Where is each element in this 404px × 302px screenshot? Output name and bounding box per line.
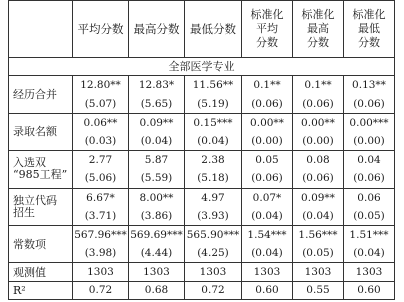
row-label: 常数项	[9, 226, 73, 263]
std-error-cell: (5.65)	[129, 96, 185, 114]
std-error-cell: (3.93)	[185, 208, 242, 226]
coef-cell: 0.06**	[73, 113, 129, 133]
coef-cell: 0.00***	[344, 113, 395, 133]
std-error-cell: (0.03)	[73, 133, 129, 151]
coef-cell: 0.06	[344, 188, 395, 208]
row-label: 录取名额	[9, 113, 73, 150]
coef-cell: 565.90***	[185, 226, 242, 246]
std-error-cell: (0.04)	[293, 208, 344, 226]
section-label: 全部医学专业	[9, 58, 395, 76]
row-label: R²	[9, 281, 73, 299]
stat-cell: 1303	[293, 263, 344, 281]
coef-cell: 0.00**	[293, 113, 344, 133]
table-row	[9, 281, 395, 299]
coef-cell: 0.00**	[242, 113, 293, 133]
std-error-cell: (0.00)	[344, 133, 395, 151]
std-error-cell: (0.04)	[129, 133, 185, 151]
row-label: 独立代码 招生	[9, 188, 73, 225]
table-row	[9, 151, 395, 171]
std-error-cell: (5.07)	[73, 96, 129, 114]
table-row	[9, 226, 395, 246]
header-std-max-score: 标准化 最高 分数	[293, 1, 344, 58]
std-error-cell: (0.04)	[242, 208, 293, 226]
stat-cell: 1303	[129, 263, 185, 281]
header-corner	[9, 1, 73, 58]
std-error-cell: (5.18)	[185, 170, 242, 188]
table-row	[9, 263, 395, 281]
coef-cell: 2.77	[73, 151, 129, 171]
stat-cell: 0.72	[73, 281, 129, 299]
header-std-mean-score: 标准化 平均 分数	[242, 1, 293, 58]
header-max-score: 最高分数	[129, 1, 185, 58]
std-error-cell: (0.06)	[293, 170, 344, 188]
section-row	[9, 58, 395, 76]
std-error-cell: (0.04)	[185, 133, 242, 151]
stat-cell: 0.68	[129, 281, 185, 299]
regression-table	[8, 0, 395, 300]
std-error-cell: (0.04)	[242, 245, 293, 263]
std-error-cell: (0.06)	[293, 96, 344, 114]
row-label: 入选双 “985工程”	[9, 151, 73, 188]
std-error-cell: (4.25)	[185, 245, 242, 263]
std-error-cell: (0.06)	[242, 96, 293, 114]
coef-cell: 4.97	[185, 188, 242, 208]
coef-cell: 0.09**	[293, 188, 344, 208]
coef-cell: 567.96***	[73, 226, 129, 246]
std-error-cell: (3.98)	[73, 245, 129, 263]
std-error-cell: (0.05)	[344, 208, 395, 226]
stat-cell: 0.72	[185, 281, 242, 299]
std-error-cell: (0.06)	[242, 170, 293, 188]
std-error-cell: (0.04)	[344, 245, 395, 263]
coef-cell: 1.56***	[293, 226, 344, 246]
coef-cell: 12.83*	[129, 76, 185, 96]
row-label: 观测值	[9, 263, 73, 281]
stat-cell: 1303	[73, 263, 129, 281]
std-error-cell: (0.05)	[293, 245, 344, 263]
std-error-cell: (5.19)	[185, 96, 242, 114]
row-label: 经历合并	[9, 76, 73, 113]
std-error-cell: (4.44)	[129, 245, 185, 263]
coef-cell: 0.04	[344, 151, 395, 171]
table-row	[9, 188, 395, 208]
stat-cell: 1303	[242, 263, 293, 281]
table-body	[9, 58, 395, 300]
std-error-cell: (5.06)	[73, 170, 129, 188]
stat-cell: 0.60	[242, 281, 293, 299]
stat-cell: 0.60	[344, 281, 395, 299]
table-row	[9, 113, 395, 133]
coef-cell: 0.1**	[293, 76, 344, 96]
std-error-cell: (0.00)	[293, 133, 344, 151]
coef-cell: 0.15***	[185, 113, 242, 133]
coef-cell: 11.56**	[185, 76, 242, 96]
coef-cell: 6.67*	[73, 188, 129, 208]
coef-cell: 0.05	[242, 151, 293, 171]
std-error-cell: (3.86)	[129, 208, 185, 226]
table-row	[9, 76, 395, 96]
header-std-min-score: 标准化 最低 分数	[344, 1, 395, 58]
coef-cell: 0.1**	[242, 76, 293, 96]
std-error-cell: (0.00)	[242, 133, 293, 151]
stat-cell: 1303	[344, 263, 395, 281]
coef-cell: 569.69***	[129, 226, 185, 246]
coef-cell: 0.07*	[242, 188, 293, 208]
coef-cell: 12.80**	[73, 76, 129, 96]
stat-cell: 0.55	[293, 281, 344, 299]
coef-cell: 1.51***	[344, 226, 395, 246]
coef-cell: 2.38	[185, 151, 242, 171]
stat-cell: 1303	[185, 263, 242, 281]
header-min-score: 最低分数	[185, 1, 242, 58]
header-row	[9, 1, 395, 58]
coef-cell: 8.00**	[129, 188, 185, 208]
coef-cell: 5.87	[129, 151, 185, 171]
coef-cell: 1.54***	[242, 226, 293, 246]
std-error-cell: (3.71)	[73, 208, 129, 226]
std-error-cell: (0.06)	[344, 96, 395, 114]
coef-cell: 0.13**	[344, 76, 395, 96]
coef-cell: 0.08	[293, 151, 344, 171]
std-error-cell: (0.06)	[344, 170, 395, 188]
header-mean-score: 平均分数	[73, 1, 129, 58]
std-error-cell: (5.59)	[129, 170, 185, 188]
coef-cell: 0.09**	[129, 113, 185, 133]
